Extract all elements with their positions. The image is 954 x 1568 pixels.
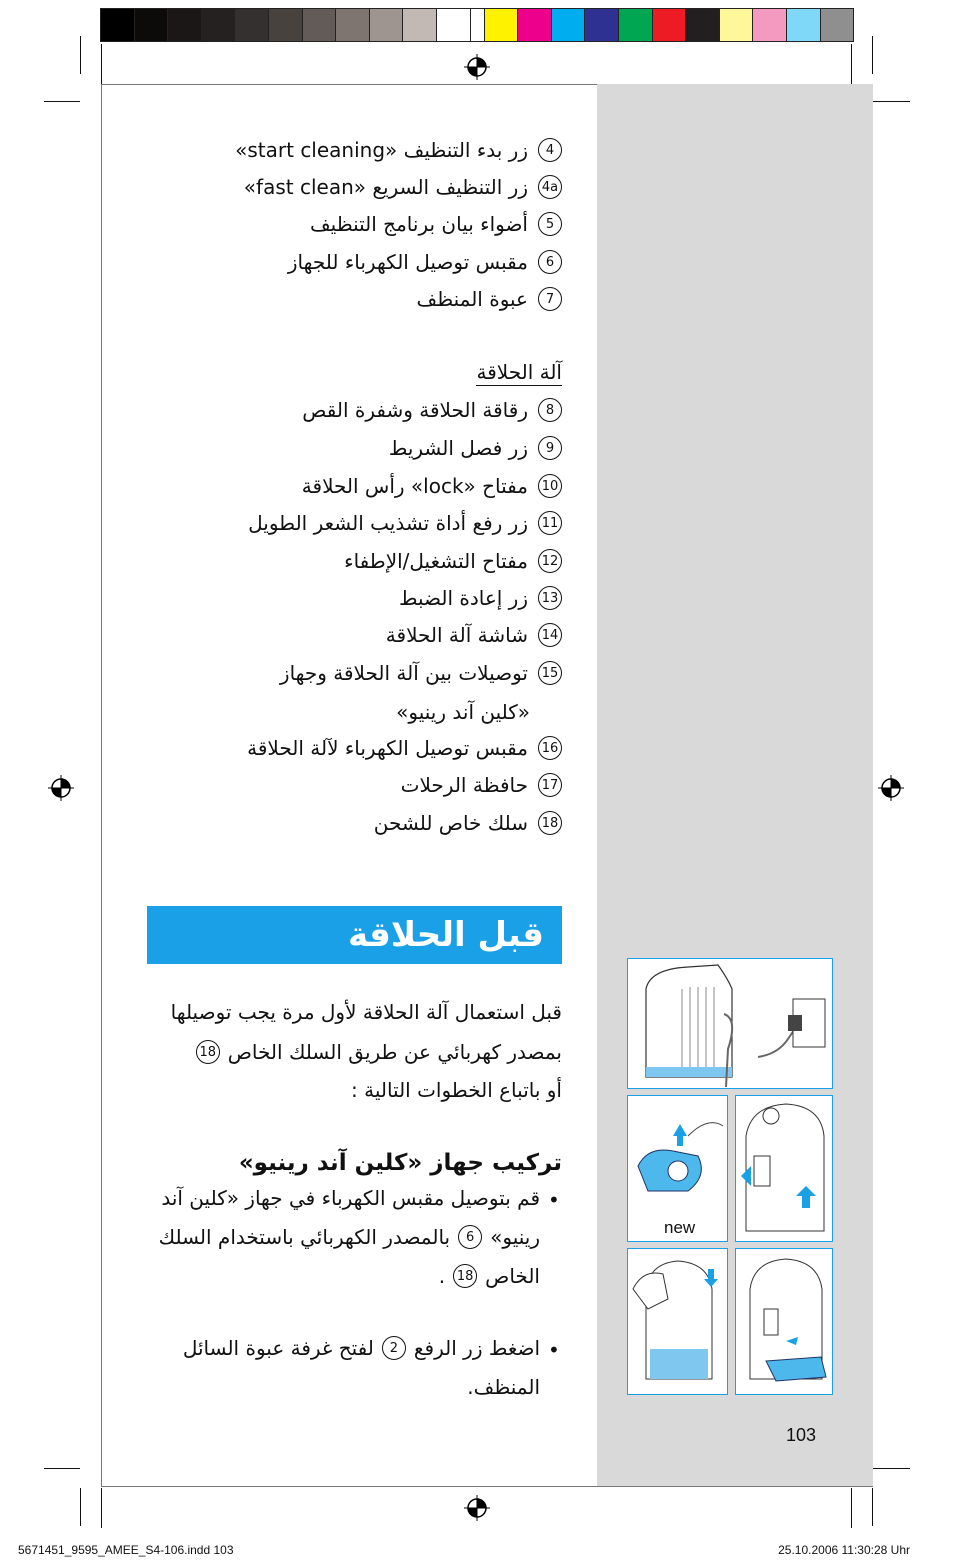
bullet-line: الخاص 18 .	[438, 1264, 540, 1288]
color-swatch	[686, 9, 720, 41]
item-number: 16	[538, 736, 562, 760]
station-press-icon	[628, 1249, 726, 1393]
item-number: 14	[538, 623, 562, 647]
item-number: 6	[458, 1225, 482, 1249]
section-banner	[147, 906, 562, 964]
page-edge-bottom	[101, 1486, 873, 1487]
bullet-text: رينيو»	[490, 1225, 540, 1249]
list-item	[302, 398, 562, 422]
cartridge-icon	[628, 1096, 726, 1206]
item-label: شاشة آلة الحلاقة	[385, 623, 528, 647]
list-item	[235, 138, 562, 162]
color-swatch	[202, 9, 236, 41]
bullet-mark: •	[548, 1188, 560, 1212]
intro-line	[196, 1040, 562, 1064]
color-swatch	[518, 9, 552, 41]
color-gap	[471, 9, 485, 41]
crop-mark	[80, 1488, 81, 1526]
item-label: عبوة المنظف	[416, 287, 528, 311]
bullet-text: لفتح غرفة عبوة السائل	[182, 1336, 374, 1360]
crop-mark	[101, 44, 102, 84]
page-number: 103	[786, 1425, 817, 1445]
station-lift-icon	[736, 1096, 831, 1240]
color-swatch	[101, 9, 135, 41]
intro-text: بمصدر كهربائي عن طريق السلك الخاص	[227, 1040, 562, 1064]
item-number: 18	[196, 1040, 220, 1064]
section-subheading: آلة الحلاقة	[476, 360, 562, 384]
bullet-mark: •	[548, 1338, 560, 1362]
cleaning-station-icon	[628, 959, 831, 1087]
color-swatch	[437, 9, 471, 41]
color-swatch	[303, 9, 337, 41]
list-item	[280, 661, 562, 685]
item-label: زر التنظيف السريع «fast clean»	[243, 175, 528, 199]
color-calibration-bar	[100, 8, 854, 42]
item-label: زر إعادة الضبط	[398, 586, 528, 610]
color-swatch	[485, 9, 519, 41]
color-swatch	[585, 9, 619, 41]
item-number: 10	[538, 474, 562, 498]
bullet-line: قم بتوصيل مقبس الكهرباء في جهاز «كلين آند	[161, 1186, 540, 1210]
item-number: 8	[538, 398, 562, 422]
crop-mark	[101, 1488, 102, 1528]
registration-mark-icon	[464, 54, 490, 80]
list-item	[244, 175, 562, 199]
item-label-continued: «كلين آند رينيو»	[396, 700, 530, 724]
registration-mark-icon	[48, 775, 74, 801]
illustration-insert-cartridge	[735, 1248, 833, 1395]
item-label: زر بدء التنظيف «start cleaning»	[235, 138, 528, 162]
bullet-line: المنظف.	[467, 1375, 540, 1399]
item-number: 12	[538, 549, 562, 573]
item-number: 5	[538, 212, 562, 236]
color-swatch	[552, 9, 586, 41]
station-cartridge-icon	[736, 1249, 831, 1393]
item-label: مفتاح «lock» رأس الحلاقة	[301, 474, 528, 498]
color-swatch	[135, 9, 169, 41]
color-swatch	[653, 9, 687, 41]
item-number: 15	[538, 661, 562, 685]
crop-mark	[44, 101, 80, 102]
color-swatch	[168, 9, 202, 41]
item-label: مقبس توصيل الكهرباء لآلة الحلاقة	[247, 736, 528, 760]
color-swatch	[753, 9, 787, 41]
bullet-text: اضغط زر الرفع	[413, 1336, 540, 1360]
list-item	[302, 474, 562, 498]
registration-mark-icon	[878, 775, 904, 801]
color-swatch	[619, 9, 653, 41]
item-number: 18	[453, 1264, 477, 1288]
list-item	[389, 436, 562, 460]
list-item	[288, 250, 562, 274]
item-number: 18	[538, 811, 562, 835]
color-swatch	[370, 9, 404, 41]
item-label: مفتاح التشغيل/الإطفاء	[344, 549, 528, 573]
crop-mark	[872, 36, 873, 74]
illustration-press-button	[627, 1248, 728, 1395]
item-number: 9	[538, 436, 562, 460]
slug-file-info: 5671451_9595_AMEE_S4-106.indd 103	[18, 1543, 234, 1557]
registration-mark-icon	[464, 1495, 490, 1521]
illustration-new-cartridge	[627, 1095, 728, 1242]
item-label: حافظة الرحلات	[400, 773, 528, 797]
item-number: 17	[538, 773, 562, 797]
bullet-line	[159, 1225, 540, 1249]
install-heading: تركيب جهاز «كلين آند رينيو»	[238, 1150, 562, 1176]
item-label: زر رفع أداة تشذيب الشعر الطويل	[248, 511, 528, 535]
item-number: 13	[538, 586, 562, 610]
slug-timestamp: 25.10.2006 11:30:28 Uhr	[778, 1543, 910, 1557]
item-number: 7	[538, 287, 562, 311]
color-swatch	[403, 9, 437, 41]
crop-mark	[80, 36, 81, 74]
page-edge-left	[101, 84, 102, 1486]
intro-line: أو باتباع الخطوات التالية :	[351, 1078, 562, 1102]
bullet-text: الخاص	[485, 1264, 540, 1288]
color-swatch	[787, 9, 821, 41]
list-item	[386, 623, 562, 647]
color-swatch	[720, 9, 754, 41]
list-item	[247, 736, 562, 760]
list-item	[248, 511, 562, 535]
crop-mark	[851, 1488, 852, 1528]
list-item	[399, 586, 562, 610]
crop-mark	[872, 1488, 873, 1526]
list-item	[310, 212, 562, 236]
illustration-lift-button	[735, 1095, 833, 1242]
item-label: زر فصل الشريط	[388, 436, 528, 460]
item-label: مقبس توصيل الكهرباء للجهاز	[287, 250, 528, 274]
color-swatch	[821, 9, 854, 41]
color-swatch	[336, 9, 370, 41]
illustration-label: new	[664, 1218, 696, 1237]
crop-mark	[872, 101, 910, 102]
list-item	[401, 773, 562, 797]
item-number: 6	[538, 250, 562, 274]
item-number: 4	[538, 138, 562, 162]
item-label: رقاقة الحلاقة وشفرة القص	[302, 398, 528, 422]
color-swatch	[269, 9, 303, 41]
crop-mark	[851, 44, 852, 84]
list-item	[417, 287, 563, 311]
item-number: 4a	[538, 175, 562, 199]
illustration-station-plug	[627, 958, 833, 1089]
bullet-text: بالمصدر الكهربائي باستخدام السلك	[158, 1225, 451, 1249]
item-number: 2	[382, 1336, 406, 1360]
item-number: 11	[538, 511, 562, 535]
crop-mark	[872, 1468, 910, 1469]
list-item	[374, 811, 562, 835]
bullet-line	[183, 1336, 540, 1360]
item-label: توصيلات بين آلة الحلاقة وجهاز	[279, 661, 528, 685]
color-swatch	[235, 9, 269, 41]
crop-mark	[44, 1468, 80, 1469]
list-item	[344, 549, 562, 573]
intro-line: قبل استعمال آلة الحلاقة لأول مرة يجب توصيلها	[170, 1000, 562, 1024]
item-label: أضواء بيان برنامج التنظيف	[309, 212, 528, 236]
banner-title: قبل الحلاقة	[348, 915, 544, 955]
item-label: سلك خاص للشحن	[373, 811, 528, 835]
